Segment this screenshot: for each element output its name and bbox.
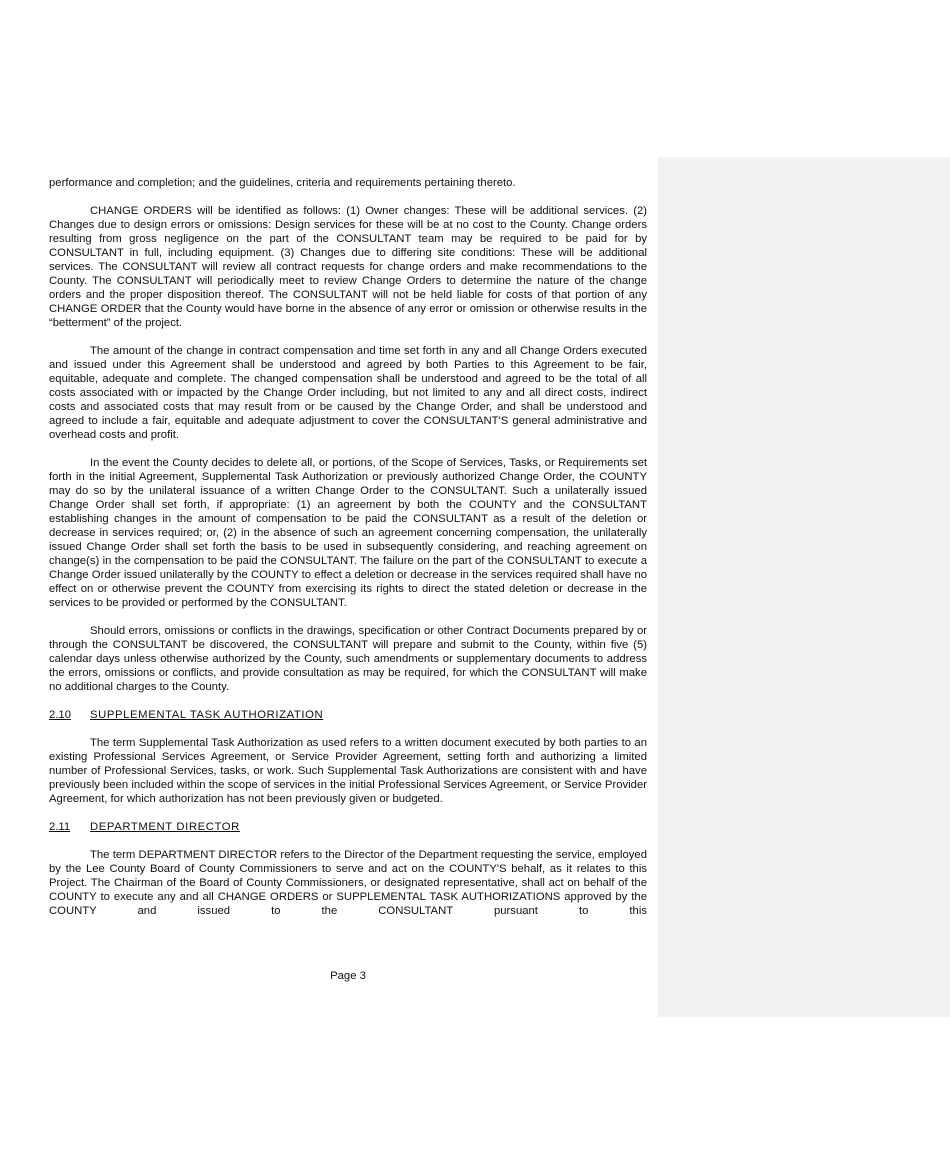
paragraph-deletion-of-services: In the event the County decides to delete all, or portions, of the Scope of Services, Tasks, or Requirements set forth in the initial Agreement, Supplemental Task Authorization or previously authorized Change Order, the COUNTY may do so by the unilateral issuance of a written Change Order to the CONSULTANT. Such a unilaterally issued Change Order shall set forth, if appropriate: (1) an agreement by both the COUNTY and the CONSULTANT establishing changes in the amount of compensation to be paid the CONSULTANT as a result of the deletion or decrease in services required; or, (2) in the absence of such an agreement concerning compensation, the unilaterally issued Change Order shall set forth the basis to be used in subsequently considering, and reaching agreement on change(s) in the compensation to be paid the CONSULTANT. The failure on the part of the CONSULTANT to execute a Change Order issued unilaterally by the COUNTY to effect a deletion or decrease in the services required shall have no effect on or otherwise prevent the COUNTY from exercising its rights to direct the stated deletion or decrease in the services to be provided or performed by the CONSULTANT. xyxy=(49,457,647,609)
document-body xyxy=(49,176,647,932)
section-number: 2.11 xyxy=(49,821,71,833)
paragraph-supplemental-task: The term Supplemental Task Authorization as used refers to a written document executed by both parties to an existing Professional Services Agreement, or Service Provider Agreement, setting forth and authorizing a limited number of Professional Services, tasks, or work. Such Supplemental Task Authorizations are consistent with and have previously been included within the scope of services in the initial Professional Services Agreement, or Service Provider Agreement, for which authorization has not been previously given or budgeted. xyxy=(49,737,647,805)
page-number: Page 3 xyxy=(330,970,366,982)
paragraph-change-orders: CHANGE ORDERS will be identified as follows: (1) Owner changes: These will be additional services. (2) Changes due to design errors or omissions: Design services for these will be at no cost to the County. Change orders resulting from gross negligence on the part of the CONSULTANT team may be required to be paid for by CONSULTANT in full, including equipment. (3) Changes due to differing site conditions: These will be additional services. The CONSULTANT will review all contract requests for change orders and make recommendations to the County. The CONSULTANT will periodically meet to review Change Orders to determine the nature of the change orders and the proper disposition thereof. The CONSULTANT will not be held liable for costs of that portion of any CHANGE ORDER that the County would have borne in the absence of any error or omission or otherwise results in the “betterment” of the project. xyxy=(49,205,647,329)
paragraph-change-compensation: The amount of the change in contract compensation and time set forth in any and all Change Orders executed and issued under this Agreement shall be understood and agreed by both Parties to this Agreement to be fair, equitable, adequate and complete. The changed compensation shall be understood and agreed to be the total of all costs associated with or impacted by the Change Order including, but not limited to any and all direct costs, indirect costs and associated costs that may result from or be caused by the Change Order, and shall be understood and agreed to include a fair, equitable and adequate adjustment to cover the CONSULTANT'S general administrative and overhead costs and profit. xyxy=(49,345,647,441)
section-title: DEPARTMENT DIRECTOR xyxy=(90,821,240,833)
section-number: 2.10 xyxy=(49,709,71,721)
comment-pane xyxy=(658,157,950,1017)
section-heading-2-11 xyxy=(49,820,647,834)
section-heading-2-10 xyxy=(49,708,647,722)
paragraph-errors-omissions: Should errors, omissions or conflicts in the drawings, specification or other Contract Documents prepared by or through the CONSULTANT be discovered, the CONSULTANT will prepare and submit to the County, within five (5) calendar days unless otherwise authorized by the County, such amendments or supplementary documents to address the errors, omissions or conflicts, and provide consultation as may be required, for which the CONSULTANT will make no additional charges to the County. xyxy=(49,625,647,693)
intro-line: performance and completion; and the guidelines, criteria and requirements pertaining thereto. xyxy=(49,177,516,189)
section-title: SUPPLEMENTAL TASK AUTHORIZATION xyxy=(90,709,324,721)
paragraph-department-director: The term DEPARTMENT DIRECTOR refers to the Director of the Department requesting the service, employed by the Lee County Board of County Commissioners to serve and act on the COUNTY'S behalf, as it relates to this Project. The Chairman of the Board of County Commissioners, or designated representative, shall act on behalf of the COUNTY to execute any and all CHANGE ORDERS or SUPPLEMENTAL TASK AUTHORIZATIONS approved by the COUNTY and issued to the CONSULTANT pursuant to this xyxy=(49,849,647,917)
